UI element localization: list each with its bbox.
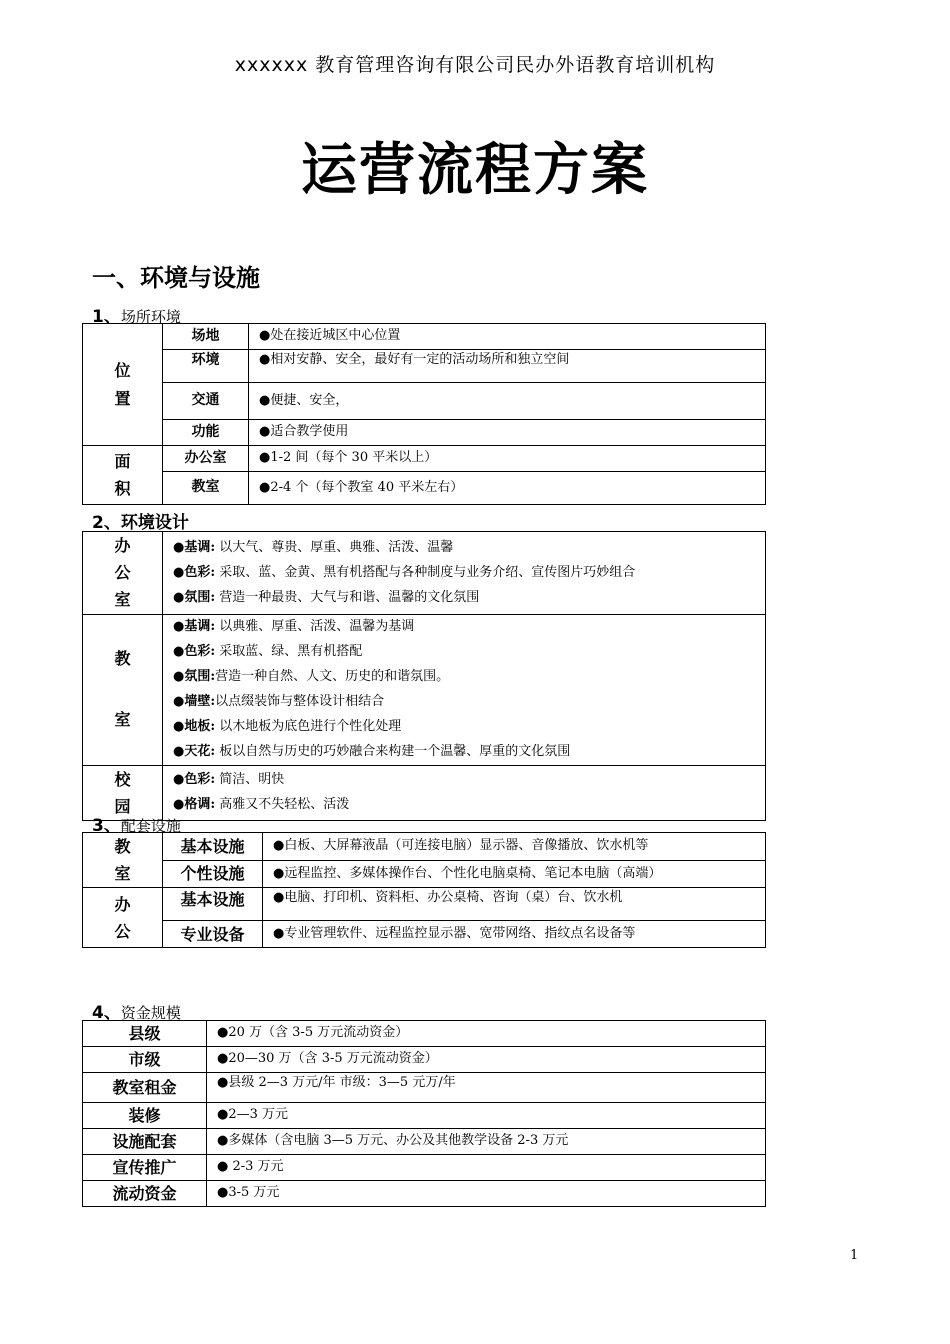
environment-design-table [82,531,766,821]
office-facility-group [83,888,163,948]
line-label: ●格调: [173,797,216,813]
classroom-area-label: 教室 [163,472,249,505]
environment-value: ●相对安静、安全，最好有一定的活动场所和独立空间 [249,350,766,383]
campus-design-group-text: 校 园 [114,769,131,816]
promotion-value: ● 2-3 万元 [207,1155,766,1181]
classroom-basic-label: 基本设施 [163,833,263,861]
office-design-line [163,585,765,610]
subsection-1-number: 1、 [92,307,121,327]
venue-table [82,323,766,505]
classroom-facility-group [83,833,163,888]
subsection-1-title: 场所环境 [120,308,181,326]
equipment-label: 设施配套 [83,1129,207,1155]
line-label: ●天花: [173,743,216,759]
subsection-3-title: 配套设施 [120,817,181,835]
area-group-text: 面 积 [114,451,131,498]
location-group-label [83,324,163,446]
renovation-label: 装修 [83,1103,207,1129]
classroom-design-group [83,614,163,765]
county-label: 县级 [83,1021,207,1047]
office-area-value: ●1-2 间（每个 30 平米以上） [249,446,766,472]
office-area-label: 办公室 [163,446,249,472]
classroom-custom-value: ●远程监控、多媒体操作台、个性化电脑桌椅、笔记本电脑（高端） [263,860,766,888]
line-text: 以大气、尊贵、厚重、典雅、活泼、温馨 [219,539,454,555]
classroom-design-line [163,690,765,715]
line-text: 以木地板为底色进行个性化处理 [219,718,402,734]
office-basic-label: 基本设施 [163,888,263,921]
office-design-line [163,535,765,560]
line-label: ●色彩: [173,772,216,788]
campus-design-cell [163,765,766,820]
line-label: ●氛围: [173,668,216,684]
function-value: ●适合教学使用 [249,420,766,446]
promotion-label: 宣传推广 [83,1155,207,1181]
office-basic-value: ●电脑、打印机、资料柜、办公桌椅、咨询（桌）台、饮水机 [263,888,766,921]
subsection-3-number: 3、 [92,816,121,836]
line-label: ●色彩: [173,564,216,580]
line-text: 营造一种最贵、大气与和谐、温馨的文化氛围 [219,589,480,605]
line-text: 简洁、明快 [219,772,285,788]
rent-value: ●县级 2—3 万元/年 市级：3—5 元万/年 [207,1073,766,1103]
line-text: 高雅又不失轻松、活泼 [219,797,350,813]
classroom-design-line [163,715,765,740]
campus-design-line [163,793,765,818]
classroom-design-cell [163,614,766,765]
function-label: 功能 [163,420,249,446]
line-text: 以典雅、厚重、活泼、温馨为基调 [219,618,415,634]
office-pro-value: ●专业管理软件、远程监控显示器、宽带网络、指纹点名设备等 [263,921,766,948]
line-text: 采取蓝、绿、黑有机搭配 [219,643,363,659]
equipment-value: ●多媒体（含电脑 3—5 万元、办公及其他教学设备 2-3 万元 [207,1129,766,1155]
county-value: ●20 万（含 3-5 万元流动资金） [207,1021,766,1047]
line-text: 营造一种自然、人文、历史的和谐氛围。 [215,668,450,684]
city-value: ●20—30 万（含 3-5 万元流动资金） [207,1047,766,1073]
office-design-group [83,532,163,615]
line-text: 采取、蓝、金黄、黑有机搭配与各种制度与业务介绍、宣传图片巧妙组合 [219,564,636,580]
line-label: ●色彩: [173,643,216,659]
subsection-4-title: 资金规模 [120,1004,181,1022]
venue-value: ●处在接近城区中心位置 [249,324,766,350]
area-group-label [83,446,163,505]
environment-label: 环境 [163,350,249,383]
location-group-text: 位 置 [114,361,131,408]
line-text: 以点缀装饰与整体设计相结合 [215,693,385,709]
transport-label: 交通 [163,383,249,420]
venue-label: 场地 [163,324,249,350]
classroom-facility-group-text: 教 室 [114,837,131,884]
classroom-design-line [163,615,765,640]
line-label: ●地板: [173,718,216,734]
classroom-design-line [163,640,765,665]
classroom-design-line [163,665,765,690]
office-design-cell [163,532,766,615]
document-title: 运营流程方案 [301,138,649,203]
document-header: xxxxxx 教育管理咨询有限公司民办外语教育培训机构 [234,54,716,76]
city-label: 市级 [83,1047,207,1073]
transport-value: ●便捷、安全， [249,383,766,420]
subsection-2-heading: 2、环境设计 [92,513,189,533]
subsection-4-number: 4、 [92,1003,121,1023]
classroom-design-group-text: 教 室 [114,648,131,729]
working-capital-value: ●3-5 万元 [207,1181,766,1207]
line-label: ●墙壁: [173,693,216,709]
line-label: ●氛围: [173,589,216,605]
classroom-custom-label: 个性设施 [163,860,263,888]
rent-label: 教室租金 [83,1073,207,1103]
classroom-design-line [163,740,765,765]
office-pro-label: 专业设备 [163,921,263,948]
office-design-group-text: 办 公 室 [114,536,131,610]
office-design-line [163,560,765,585]
line-label: ●基调: [173,539,216,555]
classroom-area-value: ●2-4 个（每个教室 40 平米左右） [249,472,766,505]
renovation-value: ●2—3 万元 [207,1103,766,1129]
campus-design-line [163,768,765,793]
funding-table [82,1020,766,1207]
working-capital-label: 流动资金 [83,1181,207,1207]
section-heading-1: 一、环境与设施 [92,264,260,292]
line-label: ●基调: [173,618,216,634]
line-text: 板以自然与历史的巧妙融合来构建一个温馨、厚重的文化氛围 [219,743,571,759]
classroom-basic-value: ●白板、大屏幕液晶（可连接电脑）显示器、音像播放、饮水机等 [263,833,766,861]
page-number: 1 [850,1248,859,1263]
office-facility-group-text: 办 公 [114,894,131,941]
facilities-table [82,832,766,948]
